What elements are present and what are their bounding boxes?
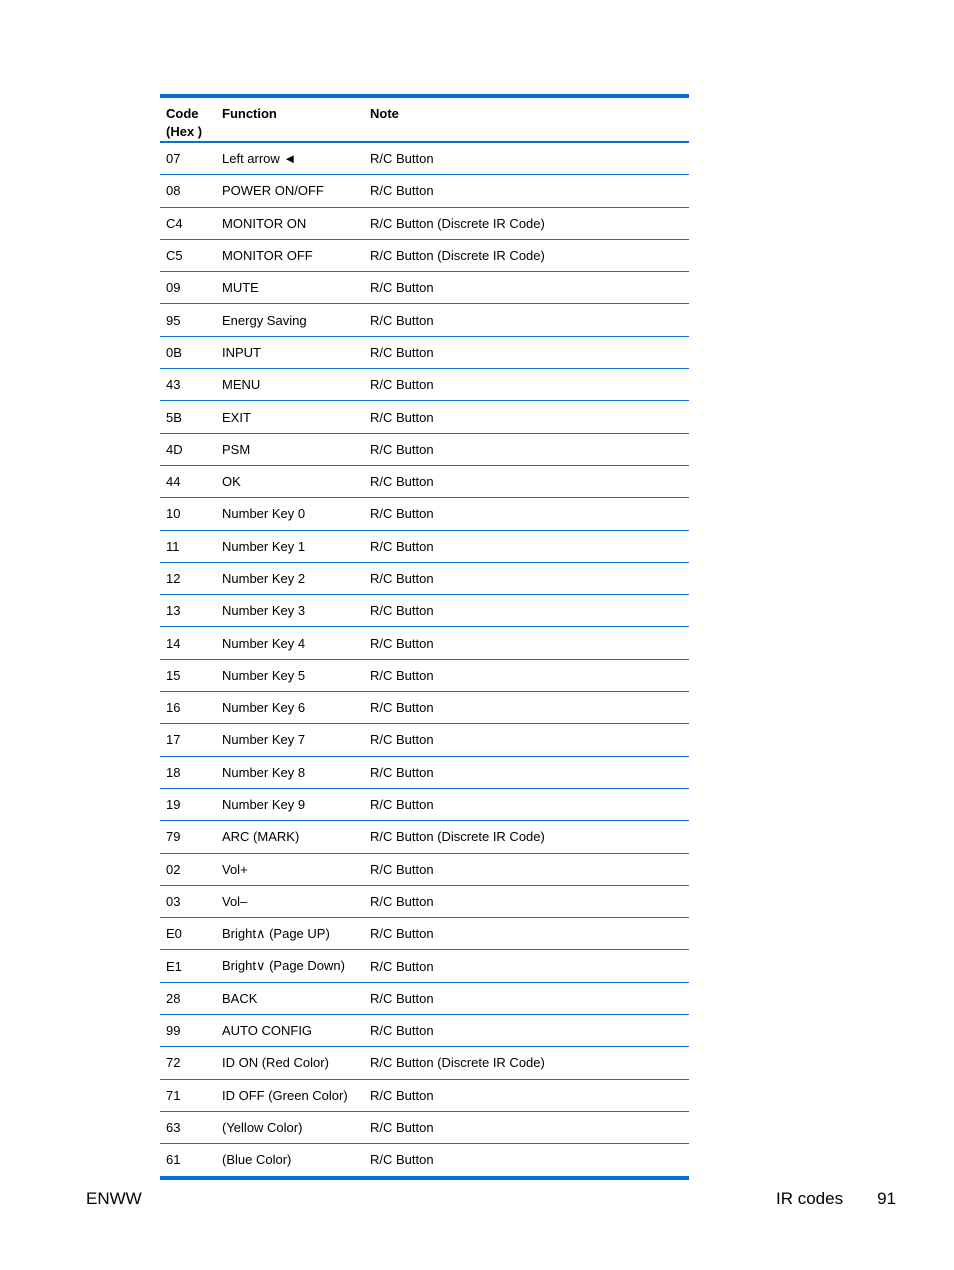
- cell-note: R/C Button: [364, 1111, 689, 1143]
- cell-note: R/C Button: [364, 1015, 689, 1047]
- cell-code: C5: [160, 239, 216, 271]
- cell-function: MUTE: [216, 272, 364, 304]
- table-row: [160, 207, 689, 239]
- header-function: Function: [216, 96, 364, 142]
- cell-function: OK: [216, 465, 364, 497]
- table-row: [160, 401, 689, 433]
- cell-code: 15: [160, 659, 216, 691]
- cell-note: R/C Button: [364, 498, 689, 530]
- cell-function: Number Key 2: [216, 562, 364, 594]
- table-row: [160, 530, 689, 562]
- cell-function: Bright∧ (Page UP): [216, 918, 364, 950]
- table-row: [160, 788, 689, 820]
- cell-code: 09: [160, 272, 216, 304]
- cell-function: ID ON (Red Color): [216, 1047, 364, 1079]
- cell-function: Number Key 1: [216, 530, 364, 562]
- header-note: Note: [364, 96, 689, 142]
- cell-note: R/C Button: [364, 595, 689, 627]
- cell-function: Vol+: [216, 853, 364, 885]
- header-code: Code (Hex ): [160, 96, 216, 142]
- cell-code: 43: [160, 369, 216, 401]
- table-row: [160, 304, 689, 336]
- cell-note: R/C Button: [364, 853, 689, 885]
- table-row: [160, 433, 689, 465]
- cell-note: R/C Button: [364, 788, 689, 820]
- table-row: [160, 239, 689, 271]
- cell-note: R/C Button: [364, 756, 689, 788]
- cell-code: 95: [160, 304, 216, 336]
- cell-note: R/C Button: [364, 1079, 689, 1111]
- cell-function: Number Key 0: [216, 498, 364, 530]
- table-row: [160, 885, 689, 917]
- footer-section-title: IR codes: [775, 1189, 844, 1208]
- cell-note: R/C Button: [364, 950, 689, 982]
- cell-note: R/C Button (Discrete IR Code): [364, 207, 689, 239]
- cell-note: R/C Button: [364, 433, 689, 465]
- cell-code: 16: [160, 692, 216, 724]
- cell-function: MONITOR OFF: [216, 239, 364, 271]
- cell-function: EXIT: [216, 401, 364, 433]
- table-header-row: [160, 96, 689, 142]
- cell-code: 12: [160, 562, 216, 594]
- cell-function: Vol–: [216, 885, 364, 917]
- cell-note: R/C Button: [364, 982, 689, 1014]
- cell-function: (Yellow Color): [216, 1111, 364, 1143]
- table-row: [160, 659, 689, 691]
- cell-note: R/C Button: [364, 272, 689, 304]
- table-row: [160, 272, 689, 304]
- cell-code: E0: [160, 918, 216, 950]
- page-number: 91: [877, 1189, 896, 1208]
- table-row: [160, 336, 689, 368]
- cell-note: R/C Button: [364, 175, 689, 207]
- cell-function: PSM: [216, 433, 364, 465]
- table-body: [160, 142, 689, 1178]
- cell-function: Number Key 3: [216, 595, 364, 627]
- table-row: [160, 1079, 689, 1111]
- table-row: [160, 692, 689, 724]
- cell-code: 11: [160, 530, 216, 562]
- cell-function: Number Key 7: [216, 724, 364, 756]
- cell-code: 19: [160, 788, 216, 820]
- table-row: [160, 1144, 689, 1178]
- cell-note: R/C Button (Discrete IR Code): [364, 1047, 689, 1079]
- table-row: [160, 142, 689, 175]
- cell-code: 08: [160, 175, 216, 207]
- cell-function: POWER ON/OFF: [216, 175, 364, 207]
- cell-function: Left arrow ◄: [216, 142, 364, 175]
- footer-right: [776, 1189, 896, 1209]
- table-row: [160, 498, 689, 530]
- cell-function: (Blue Color): [222, 1152, 292, 1168]
- cell-function: Number Key 6: [216, 692, 364, 724]
- cell-code: 79: [160, 821, 216, 853]
- cell-code: 28: [160, 982, 216, 1014]
- cell-function: Number Key 8: [216, 756, 364, 788]
- table-row: [160, 627, 689, 659]
- table-row: [160, 175, 689, 207]
- cell-code: 18: [160, 756, 216, 788]
- cell-note: R/C Button: [364, 304, 689, 336]
- table-row: [160, 982, 689, 1014]
- cell-code: 72: [160, 1047, 216, 1079]
- table-row: [160, 1111, 689, 1143]
- table-row: [160, 853, 689, 885]
- footer-doc-label: ENWW: [86, 1189, 142, 1208]
- cell-note: R/C Button: [364, 724, 689, 756]
- cell-code: 99: [160, 1015, 216, 1047]
- cell-note: R/C Button: [364, 562, 689, 594]
- cell-note: R/C Button (Discrete IR Code): [364, 821, 689, 853]
- cell-code: 13: [160, 595, 216, 627]
- table-row: [160, 756, 689, 788]
- cell-code: E1: [160, 950, 216, 982]
- cell-code: 44: [160, 465, 216, 497]
- cell-code: 71: [160, 1079, 216, 1111]
- cell-note: R/C Button: [364, 369, 689, 401]
- table-row: [160, 465, 689, 497]
- cell-note: R/C Button: [364, 885, 689, 917]
- table-row: [160, 724, 689, 756]
- cell-function: MONITOR ON: [216, 207, 364, 239]
- table-row: [160, 1015, 689, 1047]
- cell-function: BACK: [216, 982, 364, 1014]
- cell-note: R/C Button: [364, 692, 689, 724]
- cell-note: R/C Button: [364, 401, 689, 433]
- cell-code: 03: [160, 885, 216, 917]
- cell-note: R/C Button: [370, 1152, 434, 1168]
- cell-code: 10: [160, 498, 216, 530]
- cell-function: ARC (MARK): [216, 821, 364, 853]
- cell-function: INPUT: [216, 336, 364, 368]
- ir-codes-table: [160, 94, 689, 1180]
- cell-code: 61: [166, 1152, 181, 1168]
- cell-note: R/C Button: [364, 918, 689, 950]
- cell-function: Energy Saving: [216, 304, 364, 336]
- table-row: [160, 821, 689, 853]
- cell-code: 02: [160, 853, 216, 885]
- cell-note: R/C Button: [364, 465, 689, 497]
- cell-function: ID OFF (Green Color): [216, 1079, 364, 1111]
- cell-function: Number Key 9: [216, 788, 364, 820]
- cell-code: 0B: [160, 336, 216, 368]
- cell-code: 17: [160, 724, 216, 756]
- cell-function: MENU: [216, 369, 364, 401]
- cell-code: 14: [160, 627, 216, 659]
- table-row: [160, 950, 689, 982]
- cell-code: 63: [160, 1111, 216, 1143]
- cell-note: R/C Button: [364, 659, 689, 691]
- table-row: [160, 918, 689, 950]
- cell-code: 4D: [160, 433, 216, 465]
- cell-note: R/C Button: [364, 627, 689, 659]
- cell-code: 07: [160, 142, 216, 175]
- table-row: [160, 369, 689, 401]
- cell-function: Bright∨ (Page Down): [216, 950, 364, 982]
- cell-note: R/C Button: [364, 336, 689, 368]
- cell-function: Number Key 4: [216, 627, 364, 659]
- table-row: [160, 595, 689, 627]
- cell-note: R/C Button (Discrete IR Code): [364, 239, 689, 271]
- cell-function: Number Key 5: [216, 659, 364, 691]
- cell-note: R/C Button: [364, 142, 689, 175]
- cell-code: 5B: [160, 401, 216, 433]
- table-row: [160, 562, 689, 594]
- cell-code: C4: [160, 207, 216, 239]
- cell-function: AUTO CONFIG: [216, 1015, 364, 1047]
- table-row: [160, 1047, 689, 1079]
- cell-note: R/C Button: [364, 530, 689, 562]
